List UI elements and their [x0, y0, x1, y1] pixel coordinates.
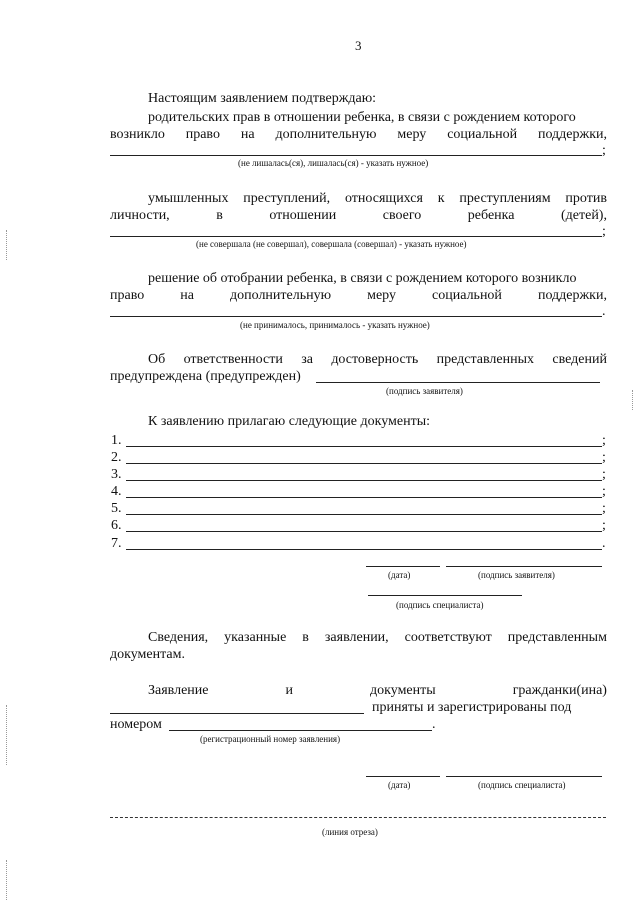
specialist-signature-field[interactable]	[446, 776, 602, 777]
applicant-signature-field[interactable]	[446, 566, 602, 567]
removal-end-mark: .	[602, 304, 606, 319]
verification-line-1: Сведения, указанные в заявлении, соответствуют представленным	[148, 630, 607, 645]
document-item-end: ;	[602, 501, 606, 516]
document-item-end: ;	[602, 433, 606, 448]
crimes-line-2: личности, в отношении своего ребенка (детей),	[110, 208, 607, 223]
document-item-number: 2.	[111, 450, 122, 465]
registration-number-label: номером	[110, 717, 162, 732]
applicant-signature-caption: (подпись заявителя)	[386, 386, 463, 396]
registration-number-caption: (регистрационный номер заявления)	[200, 734, 341, 744]
specialist-signature-caption: (подпись специалиста)	[396, 600, 484, 610]
scan-edge-mark	[632, 390, 633, 410]
document-item-field[interactable]	[126, 497, 602, 498]
removal-line-2: право на дополнительную меру социальной поддержки,	[110, 288, 607, 303]
scan-edge-mark	[6, 860, 7, 900]
rights-caption: (не лишалась(ся), лишалась(ся) - указать нужное)	[238, 158, 429, 168]
document-item-number: 5.	[111, 501, 122, 516]
document-item-number: 3.	[111, 467, 122, 482]
registration-line-1: Заявление и документы гражданки(ина)	[148, 683, 607, 698]
document-item-field[interactable]	[126, 463, 602, 464]
scan-edge-mark	[6, 705, 7, 765]
crimes-answer-field[interactable]	[110, 236, 602, 237]
confirm-heading: Настоящим заявлением подтверждаю:	[148, 91, 377, 106]
document-item-end: .	[602, 536, 606, 551]
rights-line-2: возникло право на дополнительную меру социальной поддержки,	[110, 127, 607, 142]
cut-line	[110, 817, 606, 818]
document-item-field[interactable]	[126, 531, 602, 532]
document-item-number: 7.	[111, 536, 122, 551]
document-item-end: ;	[602, 450, 606, 465]
registration-line-2-tail: приняты и зарегистрированы под	[372, 700, 572, 715]
date-field[interactable]	[366, 776, 440, 777]
document-item-field[interactable]	[126, 549, 602, 550]
crimes-line-1: умышленных преступлений, относящихся к преступлениям против	[148, 191, 607, 206]
rights-end-mark: ;	[602, 143, 606, 158]
rights-line-1: родительских прав в отношении ребенка, в связи с рождением которого	[148, 110, 576, 125]
rights-answer-field[interactable]	[110, 155, 602, 156]
document-item-field[interactable]	[126, 480, 602, 481]
removal-caption: (не принималось, принималось - указать нужное)	[240, 320, 430, 330]
date-caption: (дата)	[388, 570, 411, 580]
scan-edge-mark	[6, 230, 7, 260]
cut-line-caption: (линия отреза)	[322, 827, 378, 837]
document-item-number: 4.	[111, 484, 122, 499]
specialist-signature-field[interactable]	[368, 595, 522, 596]
crimes-caption: (не совершала (не совершал), совершала (совершал) - указать нужное)	[196, 239, 467, 249]
applicant-signature-caption: (подпись заявителя)	[478, 570, 555, 580]
document-item-number: 1.	[111, 433, 122, 448]
registration-number-end: .	[432, 717, 436, 732]
applicant-signature-field[interactable]	[316, 382, 600, 383]
citizen-name-field[interactable]	[110, 713, 364, 714]
registration-number-field[interactable]	[169, 730, 432, 731]
date-field[interactable]	[366, 566, 440, 567]
document-item-number: 6.	[111, 518, 122, 533]
document-item-field[interactable]	[126, 514, 602, 515]
page-number: 3	[355, 38, 362, 53]
responsibility-line-2: предупреждена (предупрежден)	[110, 369, 301, 384]
date-caption: (дата)	[388, 780, 411, 790]
document-item-field[interactable]	[126, 446, 602, 447]
crimes-end-mark: ;	[602, 224, 606, 239]
documents-heading: К заявлению прилагаю следующие документы:	[148, 414, 431, 429]
responsibility-line-1: Об ответственности за достоверность представленных сведений	[148, 352, 607, 367]
document-item-end: ;	[602, 518, 606, 533]
specialist-signature-caption: (подпись специалиста)	[478, 780, 566, 790]
verification-line-2: документам.	[110, 647, 185, 662]
removal-answer-field[interactable]	[110, 316, 602, 317]
removal-line-1: решение об отобрании ребенка, в связи с рождением которого возникло	[148, 271, 577, 286]
document-item-end: ;	[602, 484, 606, 499]
document-item-end: ;	[602, 467, 606, 482]
